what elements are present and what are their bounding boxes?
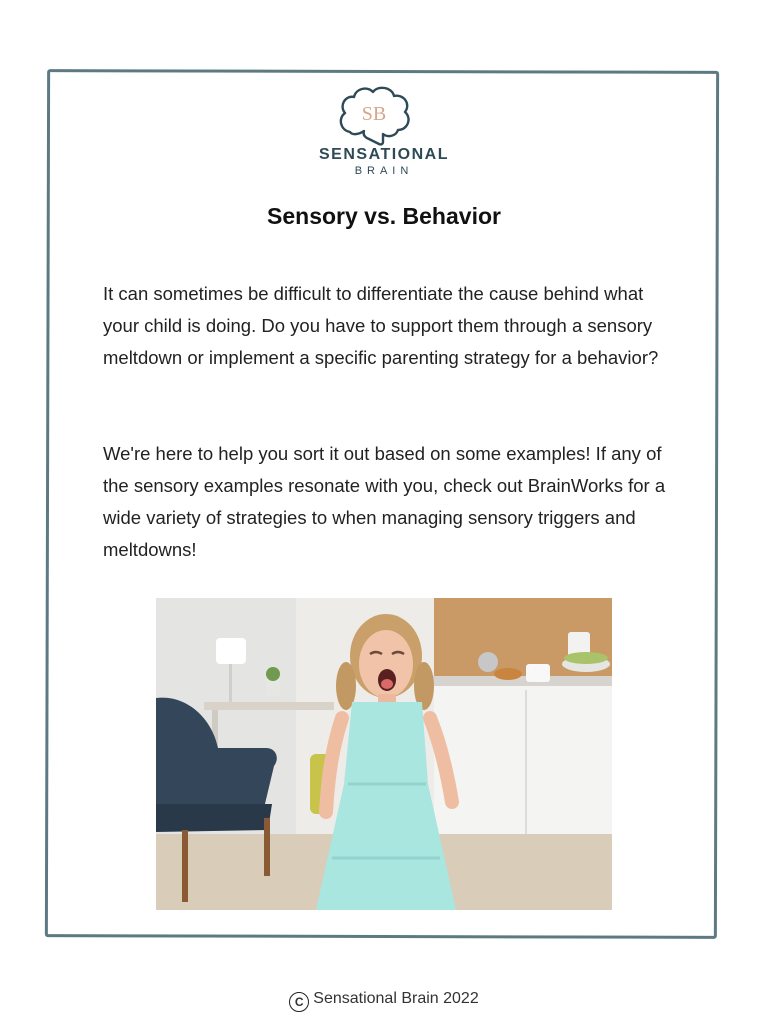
copyright-icon: C — [289, 992, 309, 1012]
footer — [0, 990, 768, 1012]
photo-illustration — [156, 598, 612, 910]
logo-subword: BRAIN — [354, 165, 414, 177]
intro-paragraph: It can sometimes be difficult to differentiate the cause behind what your child is doing. Do you have to support them through a sensory meltdown or implement a specific parenting strategy for a behavior? — [103, 283, 659, 368]
logo-monogram: SB — [361, 103, 387, 125]
page-title: Sensory vs. Behavior — [267, 203, 501, 229]
footer-text: Sensational Brain 2022 — [313, 990, 479, 1007]
screaming-girl-photo — [156, 598, 612, 910]
logo — [0, 84, 768, 180]
brain-logo-icon — [336, 84, 412, 146]
help-paragraph: We're here to help you sort it out based on some examples! If any of the sensory examples resonate with you, check out BrainWorks for a wide variety of strategies to when managing sensory triggers and meltdowns! — [103, 443, 666, 560]
logo-wordmark: SENSATIONAL — [319, 146, 449, 163]
